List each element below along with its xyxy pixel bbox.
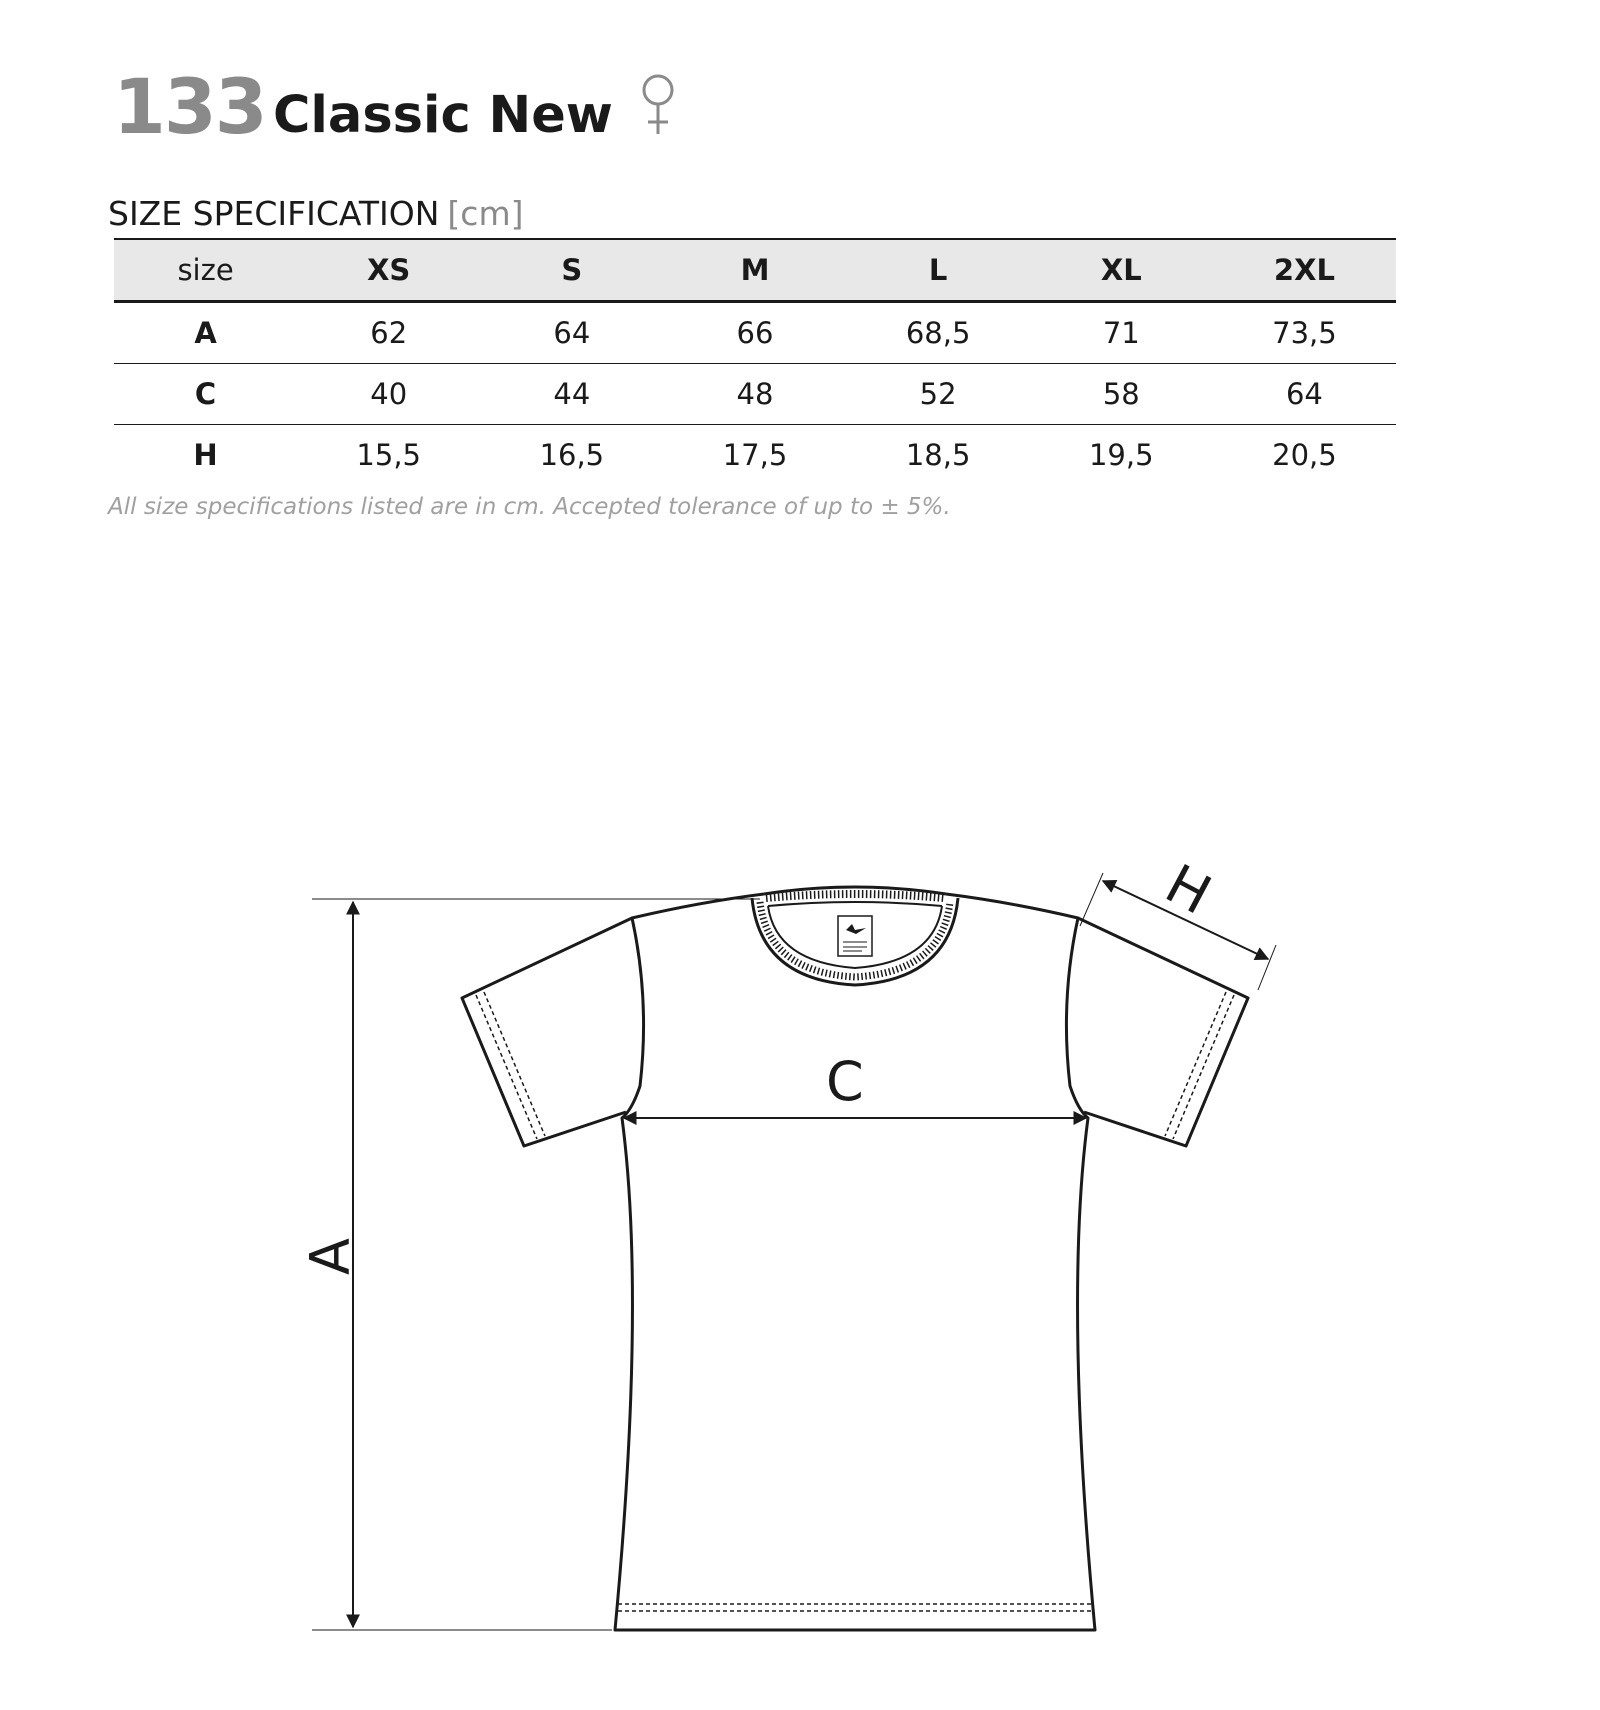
neck-label (838, 916, 872, 956)
model-name: Classic New (273, 86, 613, 145)
column-header: size (114, 239, 297, 302)
table-cell: 62 (297, 302, 480, 364)
tolerance-note: All size specifications listed are in cm. Accepted tolerance of up to ± 5%. (108, 494, 951, 520)
column-header: M (663, 239, 846, 302)
table-cell: 16,5 (539, 438, 605, 472)
column-header: XL (1030, 239, 1213, 302)
table-cell: 68,5 (847, 302, 1030, 364)
size-spec-title-text: SIZE SPECIFICATION (108, 194, 440, 233)
column-header: S (480, 239, 663, 302)
table-cell: 19,5 (1088, 438, 1154, 472)
table-cell: 73,5 (1213, 302, 1396, 364)
table-cell: 18,5 (905, 438, 971, 472)
measurement-a (312, 899, 760, 1630)
column-header: XS (297, 239, 480, 302)
table-cell: 40 (297, 364, 480, 425)
row-label: A (114, 302, 297, 364)
table-cell: 64 (480, 302, 663, 364)
table-cell: 17,5 (722, 438, 788, 472)
table-cell: 20,5 (1272, 438, 1337, 472)
size-spec-unit: [cm] (447, 194, 524, 233)
measurement-label-a: A (298, 1238, 362, 1275)
measurement-label-h: H (1155, 852, 1222, 927)
table-cell: 66 (663, 302, 846, 364)
table-cell: 58 (1030, 364, 1213, 425)
row-label: C (114, 364, 297, 425)
table-cell: 71 (1030, 302, 1213, 364)
table-cell: 15,5 (356, 438, 421, 472)
table-cell: 52 (847, 364, 1030, 425)
row-label: H (193, 438, 218, 472)
column-header: 2XL (1213, 239, 1396, 302)
tshirt-outline (462, 894, 1248, 1630)
model-number: 133 (113, 62, 266, 151)
measurement-label-c: C (826, 1050, 864, 1113)
table-cell: 44 (480, 364, 663, 425)
table-cell: 48 (663, 364, 846, 425)
column-header: L (847, 239, 1030, 302)
table-cell: 64 (1213, 364, 1396, 425)
